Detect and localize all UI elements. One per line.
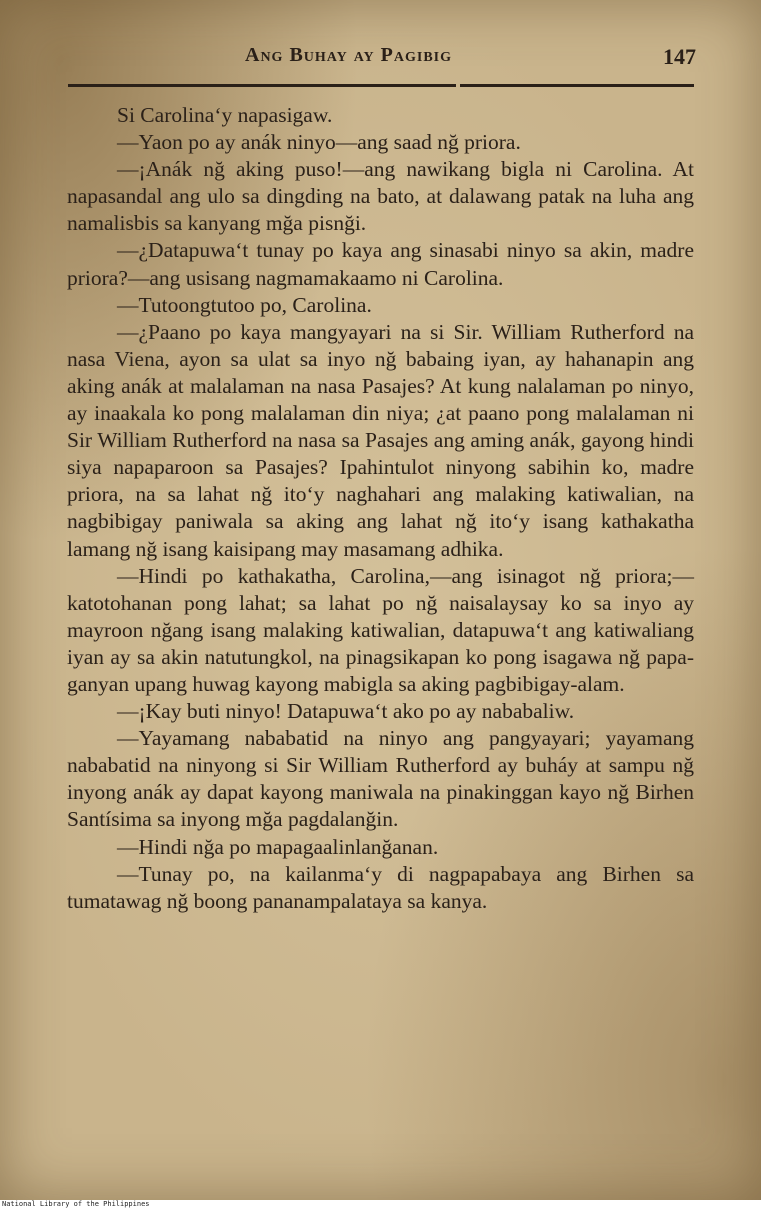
- paragraph: —Yaon po ay anák ninyo—ang saad nğ priora.: [117, 130, 521, 155]
- paragraph: —¡Kay buti ninyo! Datapuwa‘t ako po ay nababaliw.: [117, 699, 575, 724]
- paragraph: —Hindi nğa po mapagaalinlanğanan.: [117, 834, 439, 859]
- paragraph: —¿Paano po kaya mangyayari na si Sir. William Rutherford na nasa Viena, ayon sa ulat sa inyo nğ babaing iyan, ay hahanapin ang aking anák at malalaman na nasa Pasajes? At kung nalalaman po ninyo, ay inaakala ko pong malalaman din niya; ¿at paano pong malalaman ni Sir William Rutherford na nasa sa Pasajes ang aming anák, gayong hindi siya napaparoon sa Pasajes? Ipahintulot ninyong sabihin ko, madre priora, na sa lahat nğ ito‘y naghahari ang malaking katiwalian, na nagbibigay paniwala sa aking ang lahat nğ ito‘y isang kathakatha lamang nğ isang kaisipang may masamang adhika.: [67, 319, 694, 561]
- page-number: 147: [663, 44, 696, 69]
- page-header: [60, 44, 696, 74]
- scan-credit: National Library of the Philippines: [2, 1200, 150, 1208]
- header-rule: [68, 84, 456, 87]
- body-text: [67, 102, 694, 915]
- paragraph: —Hindi po kathakatha, Carolina,—ang isinagot nğ priora;—katotohanan pong lahat; sa lahat po nğ naisalaysay ko sa inyo ay mayroon nğang isang malaking katiwalian, datapuwa‘t ang katiwaliang iyan ay sa akin natutungkol, na pinagsikapan ko pong isagawa nğ papaganyan upang huwag kayong mabigla sa aking pagbibigay-alam.: [67, 563, 694, 696]
- paragraph: Si Carolina‘y napasigaw.: [117, 103, 333, 127]
- header-rule: [460, 84, 694, 87]
- paragraph: —¿Datapuwa‘t tunay po kaya ang sinasabi ninyo sa akin, madre priora?—ang usisang nagmamakaamo ni Carolina.: [67, 238, 694, 290]
- paragraph: —Tunay po, na kailanma‘y di nagpapabaya ang Birhen sa tumatawag nğ boong pananampalataya sa kanya.: [67, 861, 694, 913]
- paragraph: —¡Anák nğ aking puso!—ang nawikang bigla ni Carolina. At napasandal ang ulo sa dingding na bato, at dalawang patak na luha ang namalisbis sa kanyang mğa pisnği.: [67, 157, 694, 236]
- running-title: Ang Buhay ay Pagibig: [245, 44, 452, 66]
- paragraph: —Tutoongtutoo po, Carolina.: [117, 292, 372, 317]
- paragraph: —Yayamang nababatid na ninyo ang pangyayari; yayamang nababatid na ninyong si Sir William Rutherford ay buháy at sampu nğ inyong anák ay dapat kayong maniwala na pinakinggan kayo nğ Birhen Santísima sa inyong mğa pagdalanğin.: [67, 726, 694, 832]
